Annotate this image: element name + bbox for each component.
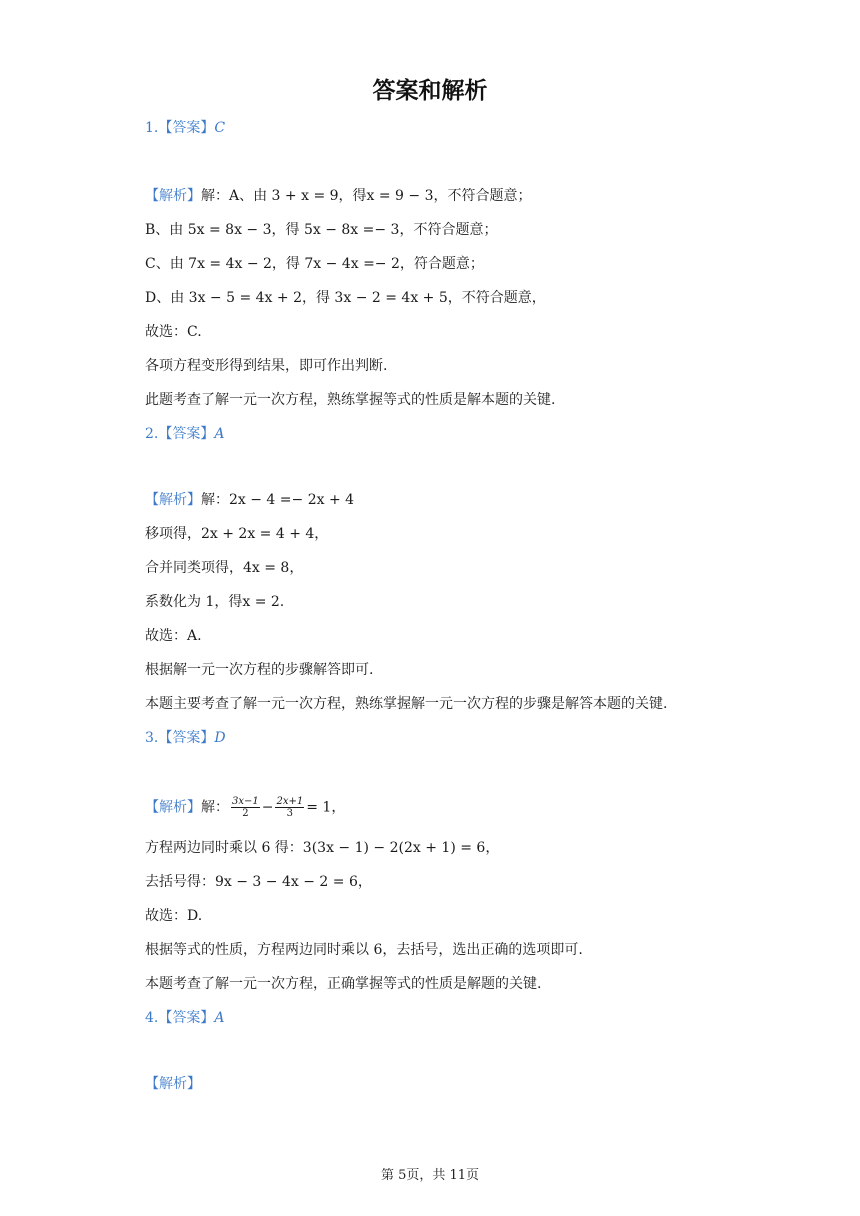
q1-line: 解：A、由 3 + x = 9，得x = 9 − 3，不符合题意； <box>201 188 532 204</box>
q2-analysis-tag: 【解析】 <box>145 492 201 508</box>
q3-number: 3. <box>145 730 159 746</box>
q2-line: 移项得，2x + 2x = 4 + 4， <box>145 526 329 542</box>
q3-fraction-1-denominator: 2 <box>242 808 249 819</box>
q2-answer-tag: 【答案】 <box>158 426 215 442</box>
page-footer: 第 5页，共 11页 <box>380 1168 480 1183</box>
q1-answer: C <box>214 120 226 136</box>
q2-answer-line <box>145 424 224 444</box>
q3-line: 本题考查了解一元一次方程，正确掌握等式的性质是解题的关键. <box>145 976 542 992</box>
q2-line: 解：2x − 4 =− 2x + 4 <box>201 492 355 508</box>
q3-fraction-1 <box>231 796 260 819</box>
q2-line: 系数化为 1，得x = 2. <box>145 594 285 610</box>
q2-line: 合并同类项得，4x = 8， <box>145 560 304 576</box>
q1-line: B、由 5x = 8x − 3，得 5x − 8x =− 3，不符合题意； <box>145 222 498 238</box>
q1-line: 故选：C. <box>145 324 202 340</box>
q4-answer-line <box>145 1008 224 1028</box>
q3-first-prefix: 解： <box>201 799 229 816</box>
q4-answer: A <box>214 1010 225 1026</box>
q3-fraction-2-numerator: 2x+1 <box>276 796 304 807</box>
q4-answer-tag: 【答案】 <box>158 1010 215 1026</box>
q3-line: 根据等式的性质，方程两边同时乘以 6，去括号，选出正确的选项即可. <box>145 942 583 958</box>
q2-answer: A <box>214 426 225 442</box>
q1-line: C、由 7x = 4x − 2，得 7x − 4x =− 2，符合题意； <box>145 256 484 272</box>
q3-fraction-2-denominator: 3 <box>286 808 294 819</box>
q2-line: 本题主要考查了解一元一次方程，熟练掌握解一元一次方程的步骤是解答本题的关键. <box>145 696 668 712</box>
q1-answer-line <box>145 118 225 138</box>
q3-answer-line <box>145 728 226 748</box>
q3-answer: D <box>214 730 226 746</box>
q3-minus-sign: − <box>261 799 274 816</box>
q3-analysis-tag: 【解析】 <box>145 799 201 816</box>
q3-line: 去括号得：9x − 3 − 4x − 2 = 6， <box>145 874 372 890</box>
q2-analysis-line-1 <box>145 490 354 510</box>
q1-line: D、由 3x − 5 = 4x + 2，得 3x − 2 = 4x + 5，不符合题意， <box>145 290 546 306</box>
q4-number: 4. <box>145 1010 159 1026</box>
q1-line: 此题考查了解一元一次方程，熟练掌握等式的性质是解本题的关键. <box>145 392 556 408</box>
q2-line: 根据解一元一次方程的步骤解答即可. <box>145 662 374 678</box>
q4-analysis-line <box>145 1074 201 1094</box>
q1-analysis-tag: 【解析】 <box>145 188 201 204</box>
q3-line: 故选：D. <box>145 908 203 924</box>
q3-analysis-line-1 <box>145 796 345 819</box>
q3-fraction-1-numerator: 3x−1 <box>232 796 259 807</box>
q3-fraction-2 <box>275 796 304 819</box>
q2-line: 故选：A. <box>145 628 202 644</box>
page-title: 答案和解析 <box>372 78 488 104</box>
q1-number: 1. <box>145 120 159 136</box>
q4-analysis-tag: 【解析】 <box>145 1076 201 1092</box>
q3-line: 方程两边同时乘以 6 得：3(3x − 1) − 2(2x + 1) = 6， <box>145 840 500 856</box>
q2-number: 2. <box>145 426 159 442</box>
q3-first-suffix: = 1， <box>306 799 346 816</box>
q1-answer-tag: 【答案】 <box>158 120 215 136</box>
q1-analysis-line-1 <box>145 186 532 206</box>
q3-answer-tag: 【答案】 <box>158 730 215 746</box>
q1-line: 各项方程变形得到结果，即可作出判断. <box>145 358 388 374</box>
